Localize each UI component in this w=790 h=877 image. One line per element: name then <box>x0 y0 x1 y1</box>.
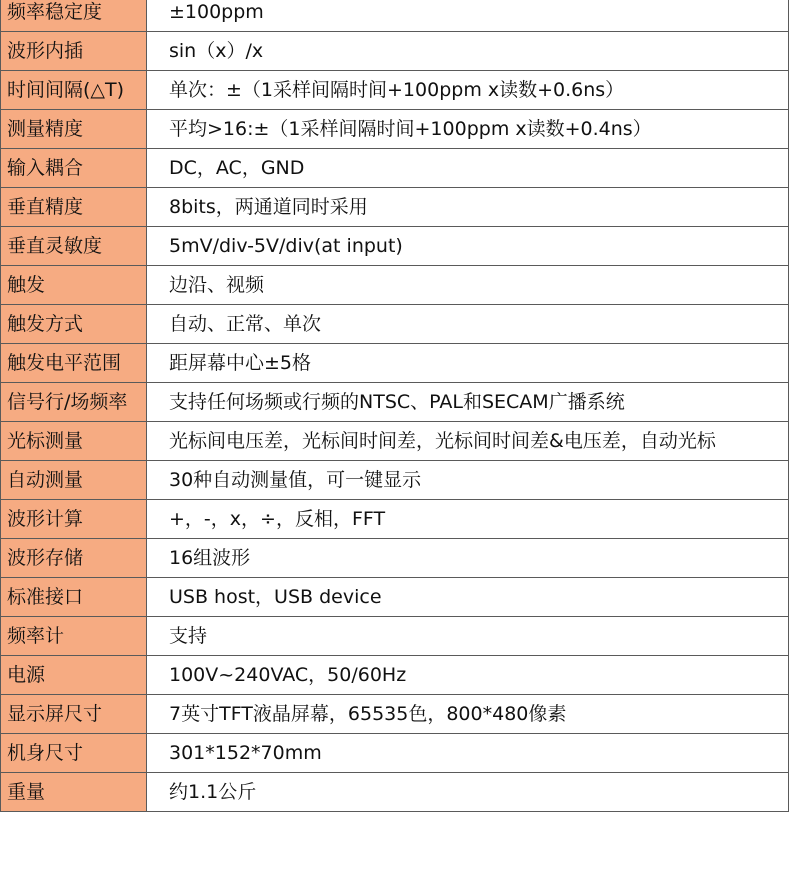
spec-label: 波形计算 <box>1 500 147 539</box>
table-row <box>1 32 789 71</box>
spec-label: 触发电平范围 <box>1 344 147 383</box>
spec-value: 301*152*70mm <box>147 734 789 773</box>
table-row <box>1 656 789 695</box>
spec-label: 波形存储 <box>1 539 147 578</box>
spec-label: 波形内插 <box>1 32 147 71</box>
spec-value: 16组波形 <box>147 539 789 578</box>
table-row <box>1 266 789 305</box>
spec-value: 支持 <box>147 617 789 656</box>
spec-label: 自动测量 <box>1 461 147 500</box>
table-row <box>1 305 789 344</box>
table-row <box>1 617 789 656</box>
spec-label: 光标测量 <box>1 422 147 461</box>
table-row <box>1 461 789 500</box>
spec-value: 8bits，两通道同时采用 <box>147 188 789 227</box>
spec-value: 7英寸TFT液晶屏幕，65535色，800*480像素 <box>147 695 789 734</box>
spec-label: 机身尺寸 <box>1 734 147 773</box>
spec-label: 电源 <box>1 656 147 695</box>
spec-label: 信号行/场频率 <box>1 383 147 422</box>
table-row <box>1 344 789 383</box>
spec-value: 支持任何场频或行频的NTSC、PAL和SECAM广播系统 <box>147 383 789 422</box>
table-row <box>1 695 789 734</box>
table-row <box>1 188 789 227</box>
spec-label: 垂直灵敏度 <box>1 227 147 266</box>
table-row <box>1 149 789 188</box>
table-row <box>1 71 789 110</box>
spec-label: 频率稳定度 <box>1 0 147 32</box>
spec-value: 边沿、视频 <box>147 266 789 305</box>
spec-value: sin（x）/x <box>147 32 789 71</box>
spec-label: 时间间隔(△T) <box>1 71 147 110</box>
spec-value: 光标间电压差，光标间时间差，光标间时间差&电压差，自动光标 <box>147 422 789 461</box>
spec-value: 平均>16:±（1采样间隔时间+100ppm x读数+0.4ns） <box>147 110 789 149</box>
spec-value: ±100ppm <box>147 0 789 32</box>
spec-value: 自动、正常、单次 <box>147 305 789 344</box>
spec-label: 触发 <box>1 266 147 305</box>
spec-value: 距屏幕中心±5格 <box>147 344 789 383</box>
spec-value: 单次：±（1采样间隔时间+100ppm x读数+0.6ns） <box>147 71 789 110</box>
spec-value: USB host，USB device <box>147 578 789 617</box>
table-row <box>1 0 789 32</box>
spec-value: 30种自动测量值，可一键显示 <box>147 461 789 500</box>
table-row <box>1 227 789 266</box>
table-row <box>1 110 789 149</box>
spec-label: 显示屏尺寸 <box>1 695 147 734</box>
spec-label: 输入耦合 <box>1 149 147 188</box>
table-row <box>1 773 789 812</box>
spec-label: 频率计 <box>1 617 147 656</box>
spec-label: 标准接口 <box>1 578 147 617</box>
table-row <box>1 578 789 617</box>
spec-label: 触发方式 <box>1 305 147 344</box>
spec-value: 5mV/div-5V/div(at input) <box>147 227 789 266</box>
spec-value: 100V~240VAC，50/60Hz <box>147 656 789 695</box>
spec-value: +，-，x，÷，反相，FFT <box>147 500 789 539</box>
spec-label: 垂直精度 <box>1 188 147 227</box>
spec-value: 约1.1公斤 <box>147 773 789 812</box>
table-row <box>1 383 789 422</box>
spec-label: 重量 <box>1 773 147 812</box>
table-row <box>1 500 789 539</box>
table-row <box>1 734 789 773</box>
table-row <box>1 422 789 461</box>
spec-label: 测量精度 <box>1 110 147 149</box>
spec-value: DC，AC，GND <box>147 149 789 188</box>
table-row <box>1 539 789 578</box>
